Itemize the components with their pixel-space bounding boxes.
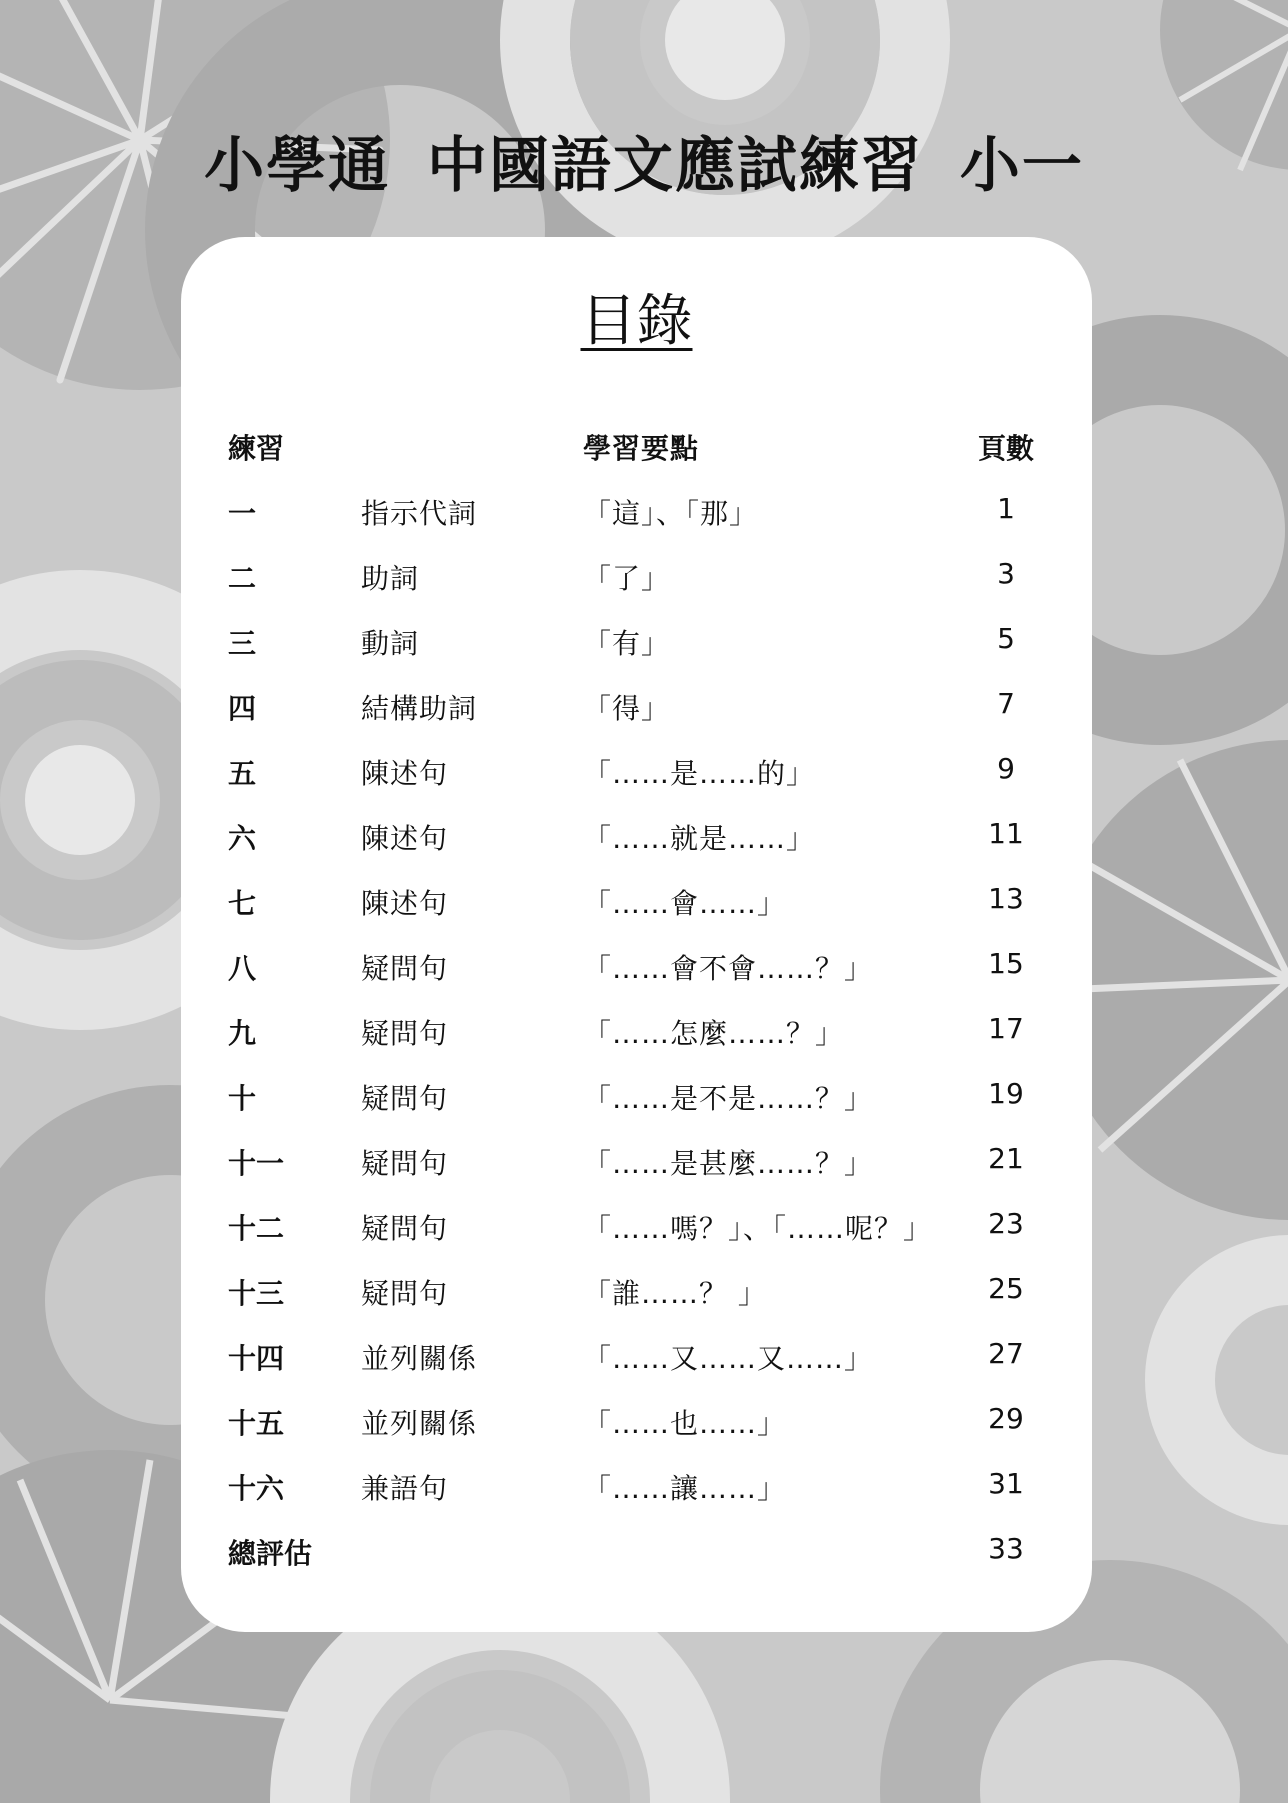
- row-page: 15: [988, 947, 1024, 980]
- row-number: 四: [228, 692, 257, 725]
- row-page: 21: [988, 1142, 1024, 1175]
- row-topic: 陳述句: [361, 887, 449, 920]
- row-page: 17: [988, 1012, 1024, 1045]
- row-topic: 疑問句: [361, 1147, 449, 1180]
- toc-row: [181, 752, 1092, 796]
- row-page: 5: [997, 622, 1015, 655]
- row-learning-point: 「……會……」: [583, 887, 787, 920]
- row-topic: 兼語句: [361, 1472, 449, 1505]
- column-exercise: 練習: [228, 432, 285, 465]
- row-page: 1: [997, 492, 1015, 525]
- toc-row: [181, 1272, 1092, 1316]
- toc-row: [181, 1012, 1092, 1056]
- row-learning-point: 「……會不會……？」: [583, 952, 874, 985]
- row-number: 十二: [228, 1212, 285, 1245]
- row-topic: 指示代詞: [361, 497, 478, 530]
- toc-row: [181, 492, 1092, 536]
- row-learning-point: 「……又……又……」: [583, 1342, 874, 1375]
- row-number: 一: [228, 497, 257, 530]
- row-topic: 結構助詞: [361, 692, 478, 725]
- row-topic: 疑問句: [361, 1082, 449, 1115]
- row-page: 3: [997, 557, 1015, 590]
- toc-row: [181, 817, 1092, 861]
- row-number: 三: [228, 627, 257, 660]
- row-page: 11: [988, 817, 1024, 850]
- toc-heading-text: 目錄: [580, 289, 693, 354]
- row-topic: 助詞: [361, 562, 420, 595]
- row-number: 二: [228, 562, 257, 595]
- row-number: 八: [228, 952, 257, 985]
- row-topic: 動詞: [361, 627, 420, 660]
- column-page: 頁數: [977, 432, 1034, 465]
- row-number: 十六: [228, 1472, 285, 1505]
- row-number: 總評估: [228, 1537, 313, 1570]
- row-number: 七: [228, 887, 257, 920]
- row-number: 五: [228, 757, 257, 790]
- row-learning-point: 「……是甚麼……？」: [583, 1147, 874, 1180]
- row-page: 27: [988, 1337, 1024, 1370]
- row-number: 十四: [228, 1342, 285, 1375]
- row-learning-point: 「這」、「那」: [583, 497, 759, 530]
- row-page: 9: [997, 752, 1015, 785]
- toc-row: [181, 1402, 1092, 1446]
- toc-heading: [181, 277, 1092, 357]
- toc-row: [181, 947, 1092, 991]
- row-page: 19: [988, 1077, 1024, 1110]
- row-learning-point: 「……怎麼……？」: [583, 1017, 845, 1050]
- row-learning-point: 「……讓……」: [583, 1472, 787, 1505]
- toc-column-header: [181, 427, 1092, 471]
- toc-row: [181, 1207, 1092, 1251]
- row-learning-point: 「……也……」: [583, 1407, 787, 1440]
- toc-row: [181, 687, 1092, 731]
- toc-row: [181, 1142, 1092, 1186]
- row-learning-point: 「了」: [583, 562, 671, 595]
- book-title: 小學通 中國語文應試練習 小一: [204, 131, 1084, 201]
- toc-row: [181, 1337, 1092, 1381]
- row-number: 十三: [228, 1277, 285, 1310]
- row-topic: 疑問句: [361, 1212, 449, 1245]
- toc-row: [181, 1467, 1092, 1511]
- row-topic: 陳述句: [361, 822, 449, 855]
- row-number: 六: [228, 822, 257, 855]
- toc-row: [181, 882, 1092, 926]
- toc-row: [181, 622, 1092, 666]
- row-number: 九: [228, 1017, 257, 1050]
- row-number: 十一: [228, 1147, 285, 1180]
- row-learning-point: 「有」: [583, 627, 671, 660]
- row-number: 十五: [228, 1407, 285, 1440]
- row-topic: 並列關係: [361, 1407, 478, 1440]
- row-learning-point: 「……是……的」: [583, 757, 816, 790]
- row-topic: 疑問句: [361, 1017, 449, 1050]
- toc-row: [181, 1077, 1092, 1121]
- row-page: 33: [988, 1532, 1024, 1565]
- row-learning-point: 「……就是……」: [583, 822, 816, 855]
- row-number: 十: [228, 1082, 257, 1115]
- toc-row-overall-assessment: [181, 1532, 1092, 1576]
- row-topic: 陳述句: [361, 757, 449, 790]
- row-topic: 疑問句: [361, 952, 449, 985]
- row-topic: 疑問句: [361, 1277, 449, 1310]
- row-learning-point: 「……是不是……？」: [583, 1082, 874, 1115]
- row-page: 25: [988, 1272, 1024, 1305]
- row-learning-point: 「誰……？ 」: [583, 1277, 767, 1310]
- row-learning-point: 「得」: [583, 692, 671, 725]
- toc-row: [181, 557, 1092, 601]
- row-page: 13: [988, 882, 1024, 915]
- row-learning-point: 「……嗎？」、「……呢？」: [583, 1212, 933, 1245]
- row-page: 23: [988, 1207, 1024, 1240]
- row-page: 7: [997, 687, 1015, 720]
- row-topic: 並列關係: [361, 1342, 478, 1375]
- row-page: 31: [988, 1467, 1024, 1500]
- toc-card: [181, 237, 1092, 1632]
- row-page: 29: [988, 1402, 1024, 1435]
- column-learning-point: 學習要點: [583, 432, 700, 465]
